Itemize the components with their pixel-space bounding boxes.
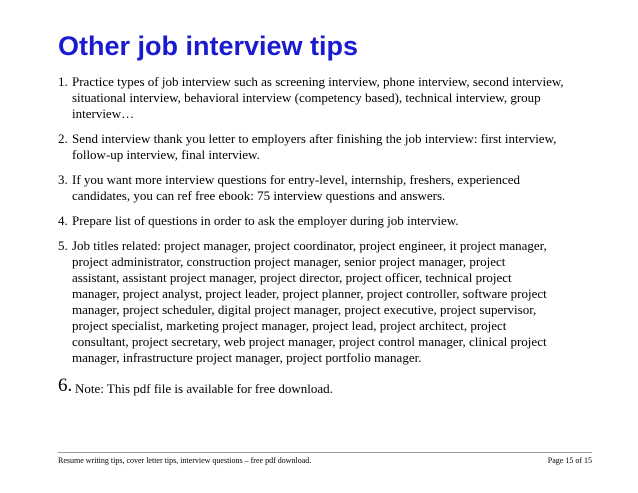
tip-number: 4. bbox=[58, 213, 68, 228]
tip-text-line: Note: This pdf file is available for free download. bbox=[75, 381, 333, 396]
tip-number: 5. bbox=[58, 238, 68, 253]
tip-text-line: interview… bbox=[72, 106, 135, 121]
tip-text-line: If you want more interview questions for entry-level, internship, freshers, experienced bbox=[72, 172, 520, 187]
tip-text-line: manager, infrastructure project manager, project portfolio manager. bbox=[72, 350, 422, 365]
tip-text-line: follow-up interview, final interview. bbox=[72, 147, 260, 162]
tips-list bbox=[58, 74, 618, 406]
tip-text-line: Prepare list of questions in order to ask the employer during job interview. bbox=[72, 213, 459, 228]
tip-item bbox=[58, 131, 618, 163]
tip-number: 3. bbox=[58, 172, 68, 187]
tip-text-line: project specialist, marketing project manager, project lead, project architect, project bbox=[72, 318, 507, 333]
page-title: Other job interview tips bbox=[58, 31, 359, 61]
tip-text-line: manager, project scheduler, digital project manager, project executive, project supervisor, bbox=[72, 302, 537, 317]
tip-number: 6. bbox=[58, 375, 73, 396]
tip-text-line: manager, project analyst, project leader, project planner, project controller, software project bbox=[72, 286, 547, 301]
tip-item bbox=[58, 172, 618, 204]
tip-text-line: assistant, assistant project manager, project director, project officer, technical project bbox=[72, 270, 512, 285]
tip-item bbox=[58, 213, 618, 229]
page-number: Page 15 of 15 bbox=[547, 456, 592, 465]
tip-text-line: consultant, project secretary, web project manager, project control manager, clinical project bbox=[72, 334, 547, 349]
tip-text-line: candidates, you can ref free ebook: 75 interview questions and answers. bbox=[72, 188, 446, 203]
tip-text-line: Practice types of job interview such as screening interview, phone interview, second interview, bbox=[72, 74, 564, 89]
footer-divider bbox=[58, 452, 592, 453]
footer-text: Resume writing tips, cover letter tips, interview questions – free pdf download. bbox=[58, 456, 312, 465]
tip-item bbox=[58, 74, 618, 122]
tip-text-line: Job titles related: project manager, project coordinator, project engineer, it project manager, bbox=[72, 238, 547, 253]
tip-number: 1. bbox=[58, 74, 68, 89]
tip-text-line: Send interview thank you letter to employers after finishing the job interview: first interview, bbox=[72, 131, 557, 146]
tip-number: 2. bbox=[58, 131, 68, 146]
tip-item bbox=[58, 238, 618, 366]
tip-item bbox=[58, 375, 618, 397]
tip-text-line: project administrator, construction project manager, senior project manager, project bbox=[72, 254, 506, 269]
tip-text-line: situational interview, behavioral interview (competency based), technical interview, group bbox=[72, 90, 541, 105]
